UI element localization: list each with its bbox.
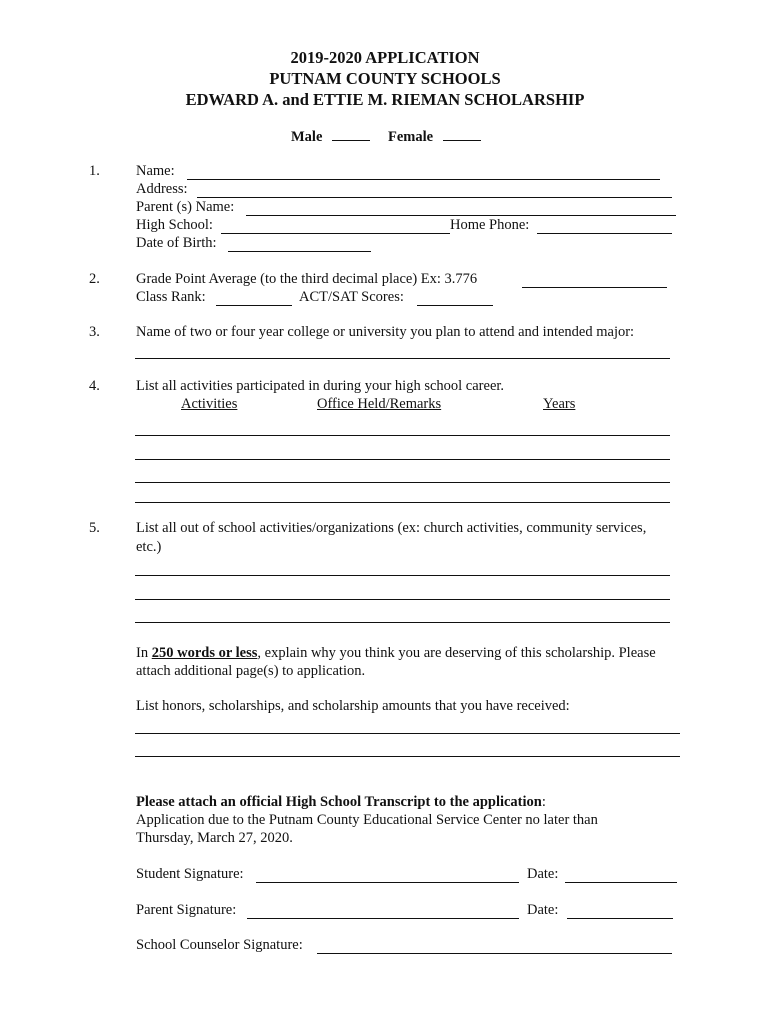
parent-name-label: Parent (s) Name: [136,199,235,215]
outside-activities-prompt: List all out of school activities/organizations (ex: church activities, community services, [136,520,647,536]
parent-date-field[interactable] [567,918,673,919]
student-signature-field[interactable] [256,882,519,883]
dob-field[interactable] [228,251,371,252]
student-signature-label: Student Signature: [136,866,244,882]
essay-instruction [136,645,656,662]
activities-column-header: Activities [181,396,238,412]
transcript-colon: : [541,794,546,810]
college-prompt: Name of two or four year college or university you plan to attend and intended major: [136,324,635,340]
section-2-number: 2. [89,271,100,287]
activities-line[interactable] [135,482,670,483]
male-field[interactable] [332,128,370,141]
due-date: Thursday, March 27, 2020. [136,830,293,846]
student-date-label: Date: [527,866,559,882]
dob-label: Date of Birth: [136,235,217,251]
school-district-title: PUTNAM COUNTY SCHOOLS [269,69,501,88]
parent-signature-label: Parent Signature: [136,902,237,918]
gpa-field[interactable] [522,287,667,288]
high-school-field[interactable] [221,233,450,234]
college-field[interactable] [135,358,670,359]
parent-date-label: Date: [527,902,559,918]
activities-line[interactable] [135,459,670,460]
name-label: Name: [136,163,175,179]
honors-line[interactable] [135,756,680,757]
form-title: 2019-2020 APPLICATION [290,48,480,67]
essay-instruction-text: , explain why you think you are deserving of this scholarship. Please [257,645,656,661]
essay-instruction-cont: attach additional page(s) to application. [136,663,366,679]
honors-line[interactable] [135,733,680,734]
female-label: Female [388,129,434,145]
high-school-label: High School: [136,217,213,233]
activities-line[interactable] [135,435,670,436]
honors-prompt: List honors, scholarships, and scholarship amounts that you have received: [136,698,570,714]
scholarship-title: EDWARD A. and ETTIE M. RIEMAN SCHOLARSHIP [185,90,585,109]
counselor-signature-label: School Counselor Signature: [136,937,303,953]
address-label: Address: [136,181,188,197]
class-rank-field[interactable] [216,305,292,306]
office-column-header: Office Held/Remarks [317,396,442,412]
gpa-label: Grade Point Average (to the third decimal place) Ex: 3.776 [136,271,478,287]
transcript-notice [136,794,546,811]
outside-activities-line[interactable] [135,622,670,623]
essay-in: In [136,645,149,661]
section-4-number: 4. [89,378,100,394]
essay-word-limit: 250 words or less [151,645,258,661]
parent-name-field[interactable] [246,215,676,216]
activities-prompt: List all activities participated in during your high school career. [136,378,505,394]
name-field[interactable] [187,179,660,180]
parent-signature-field[interactable] [247,918,519,919]
section-3-number: 3. [89,324,100,340]
home-phone-field[interactable] [537,233,672,234]
home-phone-label: Home Phone: [450,217,530,233]
outside-activities-line[interactable] [135,599,670,600]
class-rank-label: Class Rank: [136,289,206,305]
years-column-header: Years [543,396,576,412]
outside-activities-prompt-cont: etc.) [136,539,162,555]
section-1-number: 1. [89,163,100,179]
counselor-signature-field[interactable] [317,953,672,954]
act-sat-label: ACT/SAT Scores: [299,289,404,305]
male-label: Male [291,129,323,145]
activities-line[interactable] [135,502,670,503]
gender-male [291,128,370,146]
due-date-text: Application due to the Putnam County Educational Service Center no later than [136,812,598,828]
outside-activities-line[interactable] [135,575,670,576]
transcript-notice-bold: Please attach an official High School Transcript to the application [136,794,542,810]
student-date-field[interactable] [565,882,677,883]
address-field[interactable] [197,197,672,198]
act-sat-field[interactable] [417,305,493,306]
gender-female [388,128,481,146]
female-field[interactable] [443,128,481,141]
section-5-number: 5. [89,520,100,536]
